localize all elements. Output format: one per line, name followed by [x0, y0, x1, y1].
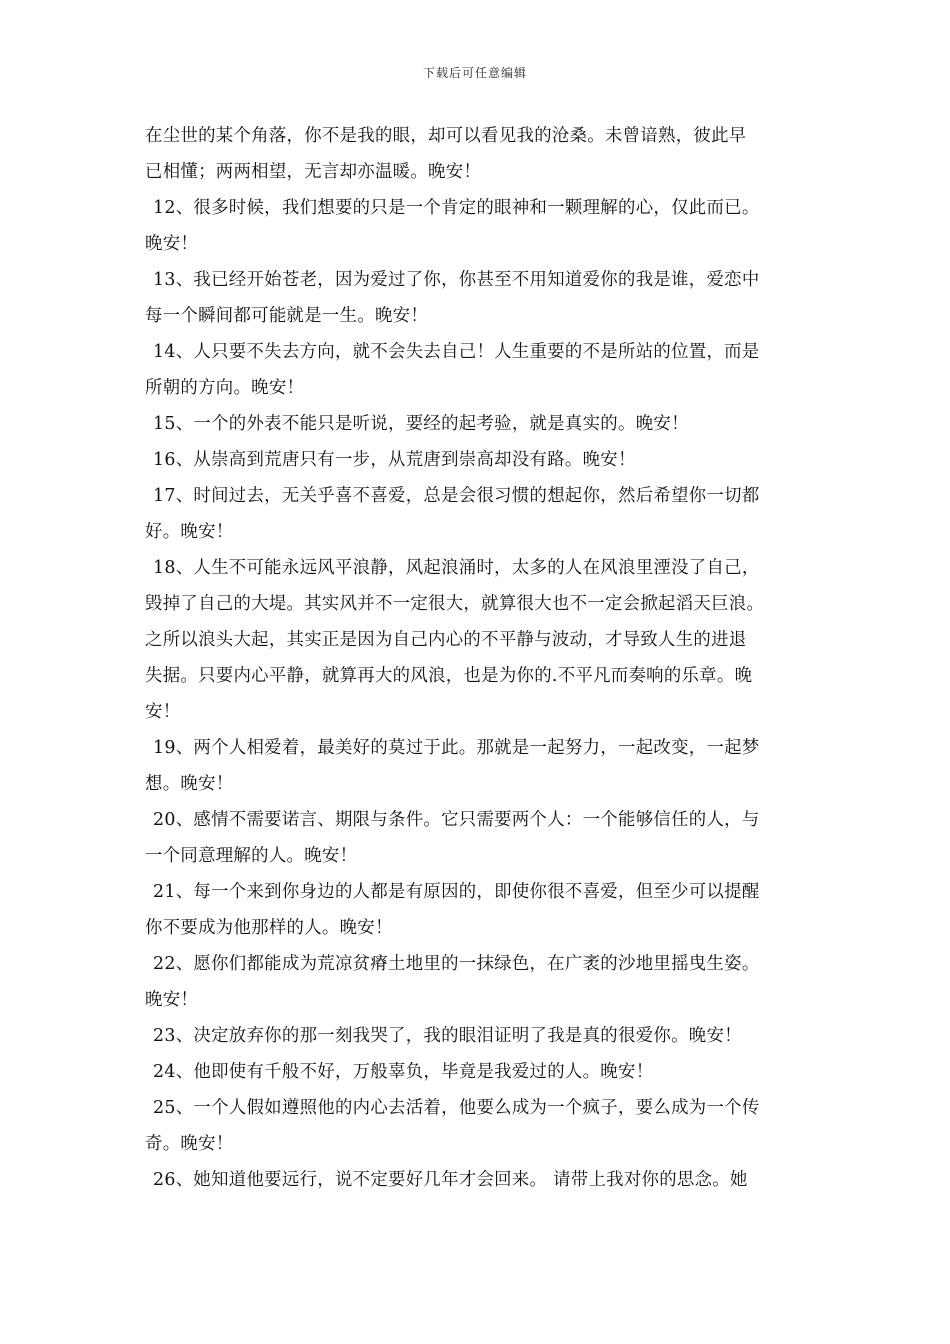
text-line: 17、时间过去，无关乎喜不喜爱，总是会很习惯的想起你，然后希望你一切都 — [153, 486, 760, 506]
text-line: 毁掉了自己的大堤。其实风并不一定很大，就算很大也不一定会掀起滔天巨浪。 — [145, 594, 765, 614]
text-line: 25、一个人假如遵照他的内心去活着，他要么成为一个疯子，要么成为一个传 — [153, 1098, 760, 1118]
text-line: 所朝的方向。晚安！ — [145, 378, 305, 398]
document-body — [145, 118, 810, 1198]
text-line: 24、他即使有千般不好，万般辜负，毕竟是我爱过的人。晚安！ — [153, 1062, 654, 1082]
text-line: 安！ — [145, 702, 181, 722]
text-line: 19、两个人相爱着，最美好的莫过于此。那就是一起努力，一起改变，一起梦 — [153, 738, 760, 758]
text-line: 之所以浪头大起，其实正是因为自己内心的不平静与波动，才导致人生的进退 — [145, 630, 747, 650]
text-line: 已相懂；两两相望，无言却亦温暖。晚安！ — [145, 162, 482, 182]
text-line: 14、人只要不失去方向，就不会失去自己！人生重要的不是所站的位置，而是 — [153, 342, 760, 362]
text-line: 每一个瞬间都可能就是一生。晚安！ — [145, 306, 429, 326]
text-line: 16、从崇高到荒唐只有一步，从荒唐到崇高却没有路。晚安！ — [153, 450, 636, 470]
text-line: 23、决定放弃你的那一刻我哭了，我的眼泪证明了我是真的很爱你。晚安！ — [153, 1026, 742, 1046]
text-line: 15、一个的外表不能只是听说，要经的起考验，就是真实的。晚安！ — [153, 414, 689, 434]
text-line: 奇。晚安！ — [145, 1134, 234, 1154]
text-line: 18、人生不可能永远风平浪静，风起浪涌时，太多的人在风浪里湮没了自己， — [153, 558, 760, 578]
text-line: 在尘世的某个角落，你不是我的眼，却可以看见我的沧桑。未曾谙熟，彼此早 — [145, 126, 747, 146]
text-line: 26、她知道他要远行，说不定要好几年才会回来。 请带上我对你的思念。她 — [153, 1170, 748, 1190]
text-line: 21、每一个来到你身边的人都是有原因的，即使你很不喜爱，但至少可以提醒 — [153, 882, 760, 902]
text-line: 晚安！ — [145, 990, 199, 1010]
text-line: 22、愿你们都能成为荒凉贫瘠土地里的一抹绿色，在广袤的沙地里摇曳生姿。 — [153, 954, 760, 974]
text-line: 你不要成为他那样的人。晚安！ — [145, 918, 393, 938]
text-line: 好。晚安！ — [145, 522, 234, 542]
text-line: 13、我已经开始苍老，因为爱过了你，你甚至不用知道爱你的我是谁，爱恋中 — [153, 270, 760, 290]
text-line: 20、感情不需要诺言、期限与条件。它只需要两个人：一个能够信任的人，与 — [153, 810, 760, 830]
text-line: 想。晚安！ — [145, 774, 234, 794]
page-header: 下载后可任意编辑 — [422, 66, 527, 80]
text-line: 晚安！ — [145, 234, 199, 254]
text-line: 失据。只要内心平静，就算再大的风浪，也是为你的.不平凡而奏响的乐章。晚 — [145, 666, 753, 686]
text-line: 12、很多时候，我们想要的只是一个肯定的眼神和一颗理解的心，仅此而已。 — [153, 198, 760, 218]
text-line: 一个同意理解的人。晚安！ — [145, 846, 358, 866]
